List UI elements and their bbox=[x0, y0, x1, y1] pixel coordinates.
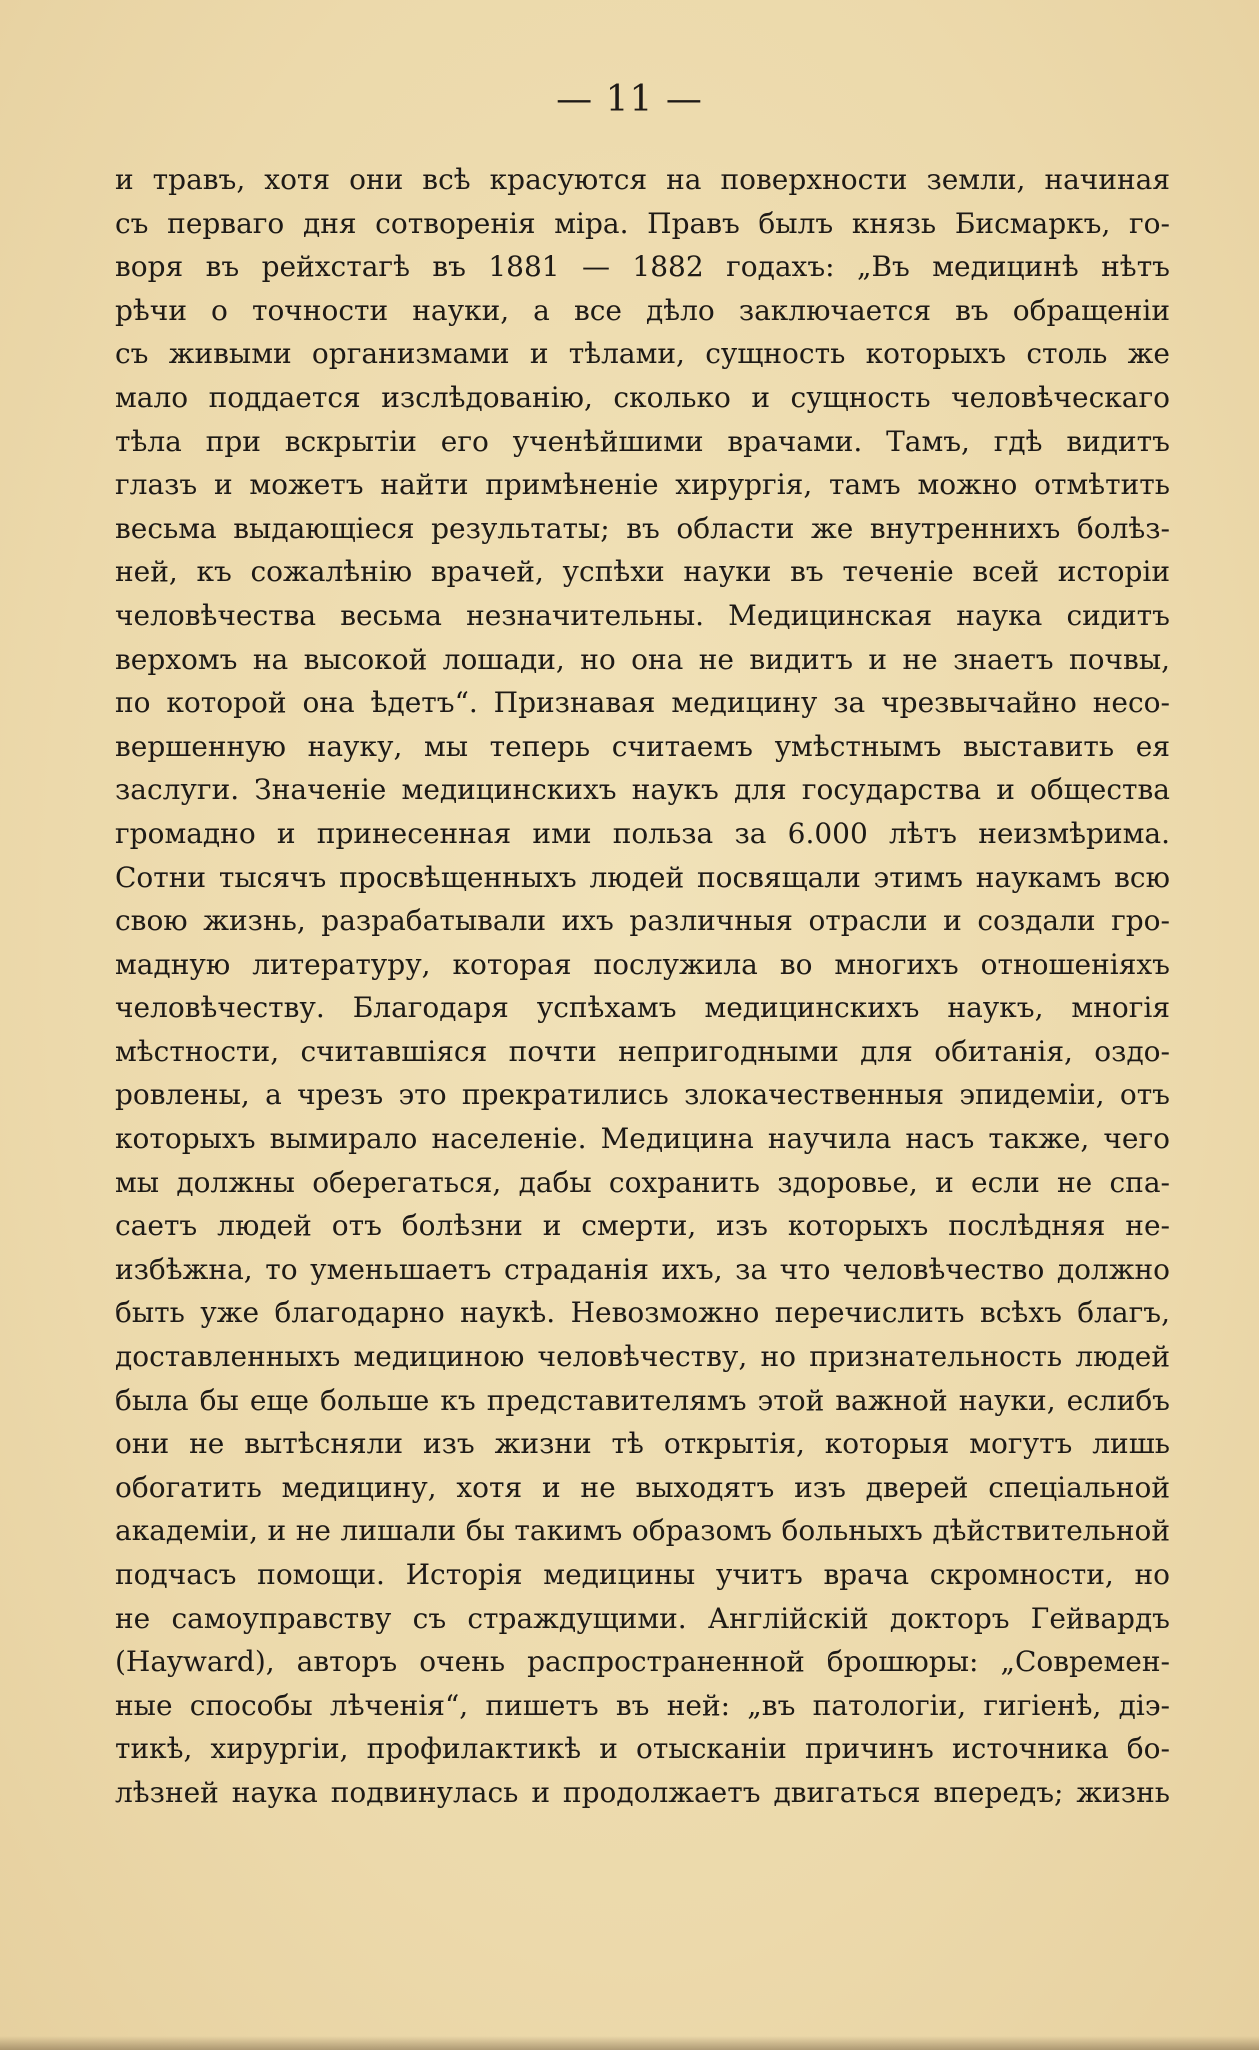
text-line: избѣжна, то уменьшаетъ страданія ихъ, за что человѣчество должно bbox=[115, 1252, 1170, 1286]
text-line: заслуги. Значеніе медицинскихъ наукъ для государства и общества bbox=[115, 773, 1170, 807]
text-line: тѣла при вскрытіи его ученѣйшими врачами. Тамъ, гдѣ видитъ bbox=[115, 424, 1170, 458]
body-text bbox=[115, 158, 1170, 1815]
text-line: саетъ людей отъ болѣзни и смерти, изъ которыхъ послѣдняя не- bbox=[115, 1209, 1170, 1243]
text-line: воря въ рейхстагѣ въ 1881 — 1882 годахъ: „Въ медицинѣ нѣтъ bbox=[115, 250, 1170, 284]
text-line: и травъ, хотя они всѣ красуются на поверхности земли, начиная bbox=[115, 163, 1170, 196]
text-line: (Hayward), авторъ очень распространенной брошюры: „Современ- bbox=[115, 1645, 1170, 1679]
text-line: громадно и принесенная ими польза за 6.000 лѣтъ неизмѣрима. bbox=[115, 816, 1170, 850]
text-line: съ перваго дня сотворенія міра. Правъ былъ князь Бисмаркъ, го- bbox=[115, 206, 1170, 240]
text-line: весьма выдающіеся результаты; въ области же внутреннихъ болѣз- bbox=[115, 511, 1170, 545]
text-line: мадную литературу, которая послужила во многихъ отношеніяхъ bbox=[115, 947, 1170, 981]
text-line: тикѣ, хирургіи, профилактикѣ и отысканіи причинъ источника бо- bbox=[115, 1732, 1170, 1766]
text-line: которыхъ вымирало населеніе. Медицина научила насъ также, чего bbox=[115, 1122, 1170, 1156]
text-line: свою жизнь, разрабатывали ихъ различныя отрасли и создали гро- bbox=[115, 904, 1170, 938]
text-line: ные способы лѣченія“, пишетъ въ ней: „въ патологіи, гигіенѣ, діэ- bbox=[115, 1688, 1170, 1722]
text-line: рѣчи о точности науки, а все дѣло заключается въ обращеніи bbox=[115, 293, 1170, 327]
page-edge-shadow bbox=[0, 2036, 1259, 2050]
text-line: они не вытѣсняли изъ жизни тѣ открытія, которыя могутъ лишь bbox=[115, 1427, 1170, 1461]
text-line: обогатить медицину, хотя и не выходятъ изъ дверей спеціальной bbox=[115, 1470, 1170, 1504]
text-line: ровлены, а чрезъ это прекратились злокачественныя эпидеміи, отъ bbox=[115, 1078, 1170, 1112]
text-line: мало поддается изслѣдованію, сколько и сущность человѣческаго bbox=[115, 380, 1170, 414]
text-line: по которой она ѣдетъ“. Признавая медицину за чрезвычайно несо- bbox=[115, 686, 1170, 720]
text-line: съ живыми организмами и тѣлами, сущность которыхъ столь же bbox=[115, 337, 1170, 371]
text-line: подчасъ помощи. Исторія медицины учитъ врача скромности, но bbox=[115, 1558, 1170, 1591]
text-line: Сотни тысячъ просвѣщенныхъ людей посвящали этимъ наукамъ всю bbox=[115, 860, 1170, 894]
text-line: не самоуправству съ страждущими. Англійскій докторъ Гейвардъ bbox=[115, 1601, 1170, 1635]
text-line: мы должны оберегаться, дабы сохранить здоровье, и если не спа- bbox=[115, 1165, 1170, 1199]
text-line: лѣзней наука подвинулась и продолжаетъ двигаться впередъ; жизнь bbox=[115, 1775, 1170, 1809]
text-line: ней, къ сожалѣнію врачей, успѣхи науки въ теченіе всей исторіи bbox=[115, 555, 1170, 589]
text-line: человѣчеству. Благодаря успѣхамъ медицинскихъ наукъ, многія bbox=[115, 991, 1170, 1025]
text-line: вершенную науку, мы теперь считаемъ умѣстнымъ выставить ея bbox=[115, 729, 1170, 763]
text-line: доставленныхъ медициною человѣчеству, но признательность людей bbox=[115, 1340, 1170, 1374]
page-number: — 11 — bbox=[556, 79, 703, 120]
text-line: человѣчества весьма незначительны. Медицинская наука сидитъ bbox=[115, 598, 1170, 632]
text-line: академіи, и не лишали бы такимъ образомъ больныхъ дѣйствительной bbox=[115, 1514, 1170, 1548]
text-line: была бы еще больше къ представителямъ этой важной науки, еслибъ bbox=[115, 1383, 1170, 1417]
text-line: верхомъ на высокой лошади, но она не видитъ и не знаетъ почвы, bbox=[115, 642, 1170, 676]
text-line: быть уже благодарно наукѣ. Невозможно перечислить всѣхъ благъ, bbox=[115, 1296, 1170, 1330]
text-line: мѣстности, считавшіяся почти непригодными для обитанія, оздо- bbox=[115, 1034, 1170, 1068]
text-line: глазъ и можетъ найти примѣненіе хирургія, тамъ можно отмѣтить bbox=[115, 468, 1170, 502]
